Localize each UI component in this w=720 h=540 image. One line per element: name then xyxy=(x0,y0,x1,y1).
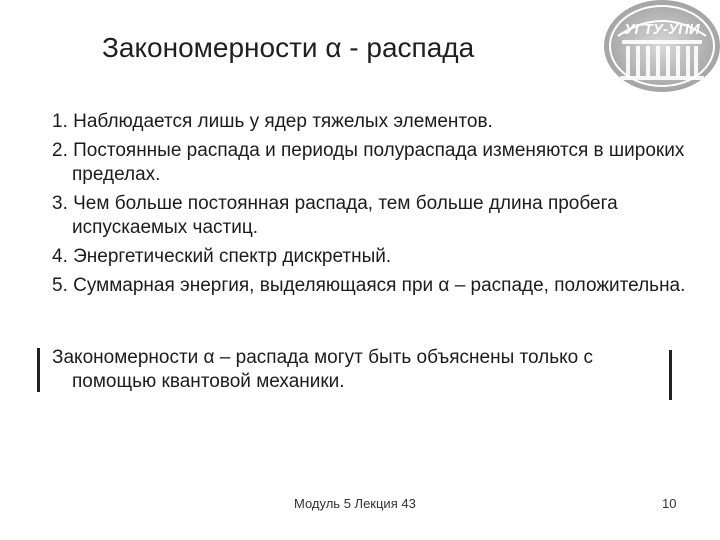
conclusion-text: Закономерности α – распада могут быть объяснены только с помощью квантовой механики. xyxy=(52,347,593,392)
page-number: 10 xyxy=(662,496,677,511)
list-item: 2. Постоянные распада и периоды полураспада изменяются в широких пределах. xyxy=(52,140,685,185)
list-item: 4. Энергетический спектр дискретный. xyxy=(52,246,392,267)
points-list xyxy=(52,110,692,303)
right-bracket-bar xyxy=(669,350,672,400)
university-logo xyxy=(600,0,720,92)
logo-text: УГТУ-УПИ xyxy=(624,21,700,38)
slide-title: Закономерности α - распада xyxy=(102,32,475,63)
list-item: 1. Наблюдается лишь у ядер тяжелых элементов. xyxy=(52,111,493,132)
footer-text: Модуль 5 Лекция 43 xyxy=(294,496,416,511)
list-item: 3. Чем больше постоянная распада, тем больше длина пробега испускаемых частиц. xyxy=(52,193,618,238)
left-bracket-bar xyxy=(37,348,40,392)
list-item: 5. Суммарная энергия, выделяющаяся при α – распаде, положительна. xyxy=(52,275,686,296)
